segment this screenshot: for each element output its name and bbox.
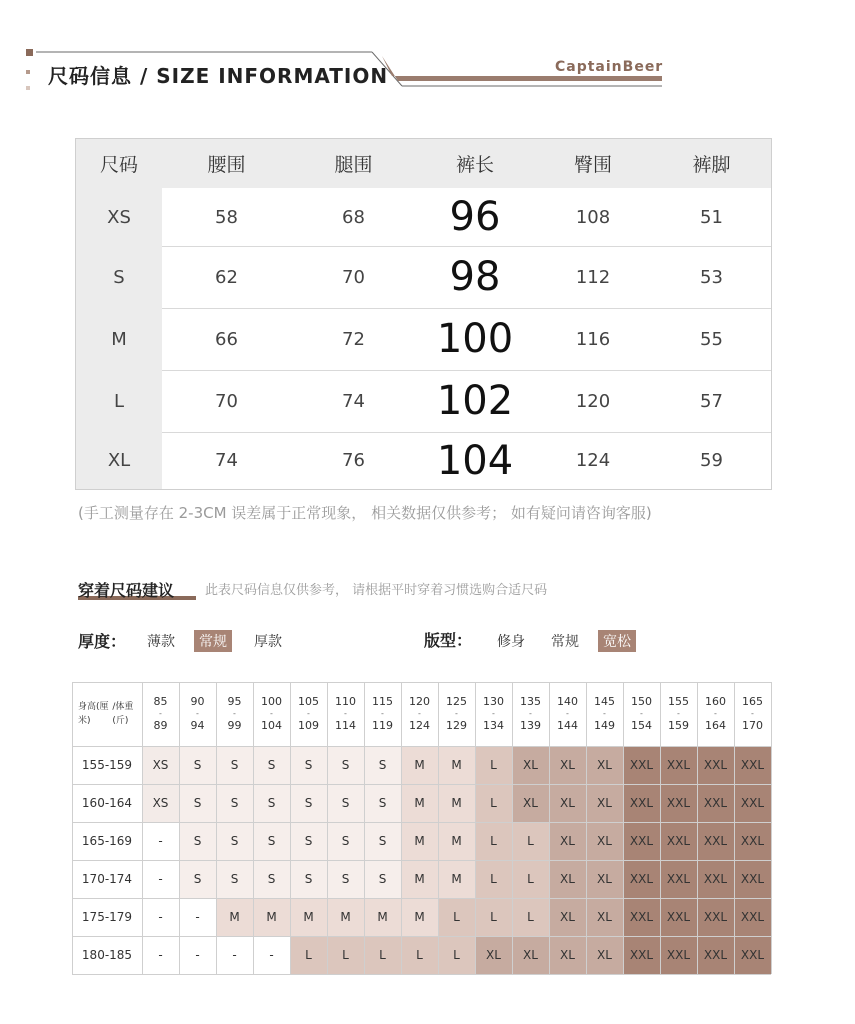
weight-range-min: 90 — [190, 695, 205, 709]
recommended-size-cell: XXL — [734, 936, 771, 974]
weight-range-separator: - — [344, 709, 347, 718]
recommended-size-cell: M — [438, 860, 475, 898]
recommended-size-cell: XXL — [734, 784, 771, 822]
recommended-size-cell: L — [290, 936, 327, 974]
weight-range-separator: - — [418, 709, 421, 718]
recommended-size-cell: XXL — [660, 784, 697, 822]
length-value: 98 — [449, 254, 501, 300]
recommended-size-cell: S — [216, 822, 253, 860]
recommended-size-cell: L — [512, 822, 549, 860]
recommended-size-cell: S — [327, 822, 364, 860]
grid-line-vertical — [401, 682, 402, 974]
weight-range-separator: - — [529, 709, 532, 718]
recommended-size-cell: XXL — [660, 822, 697, 860]
recommended-size-cell: S — [216, 784, 253, 822]
length-value: 100 — [436, 316, 514, 362]
grid-line-vertical — [290, 682, 291, 974]
grid-line-vertical — [438, 682, 439, 974]
corner-weight-label: /体重(斤) — [112, 701, 134, 726]
length-value: 96 — [449, 194, 501, 240]
recommended-size-cell: - — [253, 936, 290, 974]
grid-line-vertical — [660, 682, 661, 974]
weight-range-min: 100 — [261, 695, 282, 709]
row-divider — [162, 246, 771, 247]
recommended-size-cell: M — [401, 822, 438, 860]
recommended-size-cell: XL — [549, 784, 586, 822]
size-label: M — [111, 328, 127, 350]
recommended-size-cell: S — [364, 784, 401, 822]
weight-range-separator: - — [307, 709, 310, 718]
recommended-size-cell: M — [401, 860, 438, 898]
grid-line-horizontal — [72, 746, 771, 747]
recommended-size-cell: S — [364, 860, 401, 898]
recommended-size-cell: S — [253, 860, 290, 898]
recommended-size-cell: S — [364, 746, 401, 784]
grid-line-horizontal — [72, 898, 771, 899]
recommended-size-cell: L — [364, 936, 401, 974]
recommended-size-cell: M — [327, 898, 364, 936]
recommended-size-cell: - — [179, 898, 216, 936]
recommended-size-cell: S — [290, 746, 327, 784]
grid-line-vertical — [142, 682, 143, 974]
recommended-size-cell: XXL — [734, 898, 771, 936]
size-value: 74 — [342, 390, 365, 412]
header-length: 裤长 — [455, 154, 494, 176]
weight-range-min: 95 — [227, 695, 242, 709]
recommended-size-cell: M — [401, 784, 438, 822]
weight-range-separator: - — [714, 709, 717, 718]
height-range-label: 175-179 — [81, 909, 133, 924]
weight-range-max: 89 — [153, 719, 168, 732]
weight-range-header — [327, 682, 364, 746]
height-weight-corner — [72, 682, 142, 746]
size-value: 74 — [215, 450, 238, 471]
recommended-size-cell: L — [475, 860, 512, 898]
size-value: 70 — [215, 390, 238, 412]
weight-range-min: 110 — [335, 695, 356, 709]
grid-line-vertical — [179, 682, 180, 974]
recommended-size-cell: S — [179, 860, 216, 898]
weight-range-max: 94 — [190, 719, 205, 732]
fit-option-loose: 宽松 — [598, 630, 636, 652]
recommended-size-cell: XXL — [697, 898, 734, 936]
size-value: 108 — [575, 206, 611, 228]
recommended-size-cell: XXL — [697, 822, 734, 860]
weight-range-header — [179, 682, 216, 746]
grid-line-vertical — [771, 682, 772, 974]
recommended-size-cell: M — [290, 898, 327, 936]
weight-range-min: 155 — [668, 695, 689, 709]
thickness-option-thick: 厚款 — [254, 634, 282, 650]
weight-range-min: 135 — [520, 695, 541, 709]
weight-range-max: 139 — [520, 719, 541, 732]
weight-range-separator: - — [455, 709, 458, 718]
grid-line-horizontal — [72, 682, 771, 683]
weight-range-max: 109 — [298, 719, 319, 732]
recommended-size-cell: L — [512, 860, 549, 898]
weight-range-max: 134 — [483, 719, 504, 732]
weight-range-min: 125 — [446, 695, 467, 709]
weight-range-header — [216, 682, 253, 746]
size-value: 120 — [575, 390, 611, 412]
size-value: 68 — [342, 206, 365, 228]
recommended-size-cell: S — [179, 746, 216, 784]
recommended-size-cell: XL — [512, 936, 549, 974]
recommended-size-cell: S — [327, 784, 364, 822]
recommended-size-cell: XXL — [697, 860, 734, 898]
recommended-size-cell: XXL — [623, 822, 660, 860]
weight-range-header — [549, 682, 586, 746]
recommended-size-cell: - — [142, 822, 179, 860]
size-recommendation-table — [72, 682, 774, 974]
recommended-size-cell: XL — [475, 936, 512, 974]
recommended-size-cell: XL — [586, 898, 623, 936]
recommended-size-cell: XXL — [623, 746, 660, 784]
weight-range-max: 159 — [668, 719, 689, 732]
weight-range-max: 164 — [705, 719, 726, 732]
grid-line-horizontal — [72, 974, 771, 975]
weight-range-header — [586, 682, 623, 746]
size-table — [75, 138, 772, 490]
header-size: 尺码 — [99, 154, 138, 176]
grid-line-vertical — [623, 682, 624, 974]
recommended-size-cell: XXL — [734, 746, 771, 784]
grid-line-vertical — [364, 682, 365, 974]
weight-range-header — [697, 682, 734, 746]
recommended-size-cell: XL — [586, 784, 623, 822]
grid-line-horizontal — [72, 822, 771, 823]
recommended-size-cell: XL — [586, 936, 623, 974]
weight-range-max: 114 — [335, 719, 356, 732]
weight-range-max: 119 — [372, 719, 393, 732]
recommended-size-cell: S — [253, 822, 290, 860]
recommended-size-cell: S — [216, 860, 253, 898]
recommended-size-cell: L — [475, 746, 512, 784]
weight-range-separator: - — [603, 709, 606, 718]
header-waist: 腰围 — [207, 154, 246, 176]
size-value: 55 — [700, 328, 723, 350]
weight-range-max: 170 — [742, 719, 763, 732]
weight-range-min: 120 — [409, 695, 430, 709]
recommended-size-cell: XXL — [697, 784, 734, 822]
grid-line-vertical — [216, 682, 217, 974]
weight-range-min: 165 — [742, 695, 763, 709]
recommended-size-cell: S — [216, 746, 253, 784]
weight-range-header — [512, 682, 549, 746]
weight-range-separator: - — [677, 709, 680, 718]
recommended-size-cell: XL — [549, 860, 586, 898]
measurement-note: (手工测量存在 2-3CM 误差属于正常现象， 相关数据仅供参考； 如有疑问请咨询客服) — [78, 504, 652, 522]
weight-range-max: 154 — [631, 719, 652, 732]
size-value: 124 — [575, 450, 611, 471]
recommended-size-cell: L — [475, 822, 512, 860]
size-value: 59 — [700, 450, 723, 471]
recommended-size-cell: XL — [549, 898, 586, 936]
weight-range-header — [364, 682, 401, 746]
weight-range-separator: - — [159, 709, 162, 718]
weight-range-max: 124 — [409, 719, 430, 732]
recommended-size-cell: S — [364, 822, 401, 860]
weight-range-separator: - — [381, 709, 384, 718]
size-value: 51 — [700, 206, 723, 228]
grid-line-horizontal — [72, 784, 771, 785]
weight-range-separator: - — [492, 709, 495, 718]
size-value: 62 — [215, 266, 238, 288]
recommended-size-cell: - — [142, 936, 179, 974]
recommended-size-cell: L — [475, 784, 512, 822]
weight-range-header — [142, 682, 179, 746]
recommended-size-cell: - — [216, 936, 253, 974]
brand-name: CaptainBeer — [555, 59, 664, 75]
recommended-size-cell: XL — [512, 746, 549, 784]
recommended-size-cell: M — [438, 822, 475, 860]
recommended-size-cell: XXL — [734, 860, 771, 898]
size-value: 70 — [342, 266, 365, 288]
weight-range-header — [734, 682, 771, 746]
row-divider — [162, 370, 771, 371]
recommended-size-cell: L — [438, 898, 475, 936]
weight-range-max: 144 — [557, 719, 578, 732]
row-divider — [162, 308, 771, 309]
recommended-size-cell: XL — [549, 936, 586, 974]
height-range-label: 170-174 — [81, 871, 133, 886]
recommended-size-cell: L — [512, 898, 549, 936]
weight-range-separator: - — [640, 709, 643, 718]
recommended-size-cell: XXL — [697, 936, 734, 974]
recommended-size-cell: XL — [549, 746, 586, 784]
fit-label: 版型： — [424, 631, 473, 650]
recommended-size-cell: XXL — [660, 746, 697, 784]
length-value: 102 — [436, 378, 514, 424]
weight-range-min: 85 — [153, 695, 168, 709]
grid-line-horizontal — [72, 860, 771, 861]
header-hem: 裤脚 — [692, 154, 731, 176]
page-header — [0, 0, 855, 100]
recommended-size-cell: XL — [549, 822, 586, 860]
grid-line-vertical — [327, 682, 328, 974]
recommended-size-cell: L — [475, 898, 512, 936]
height-range-label: 180-185 — [81, 947, 133, 962]
recommended-size-cell: XL — [512, 784, 549, 822]
weight-range-header — [438, 682, 475, 746]
recommended-size-cell: S — [327, 746, 364, 784]
recommended-size-cell: XXL — [623, 860, 660, 898]
thickness-option-thin: 薄款 — [147, 634, 175, 650]
recommended-size-cell: XXL — [734, 822, 771, 860]
size-value: 66 — [215, 328, 238, 350]
recommended-size-cell: XXL — [623, 784, 660, 822]
recommended-size-cell: S — [179, 822, 216, 860]
weight-range-min: 150 — [631, 695, 652, 709]
recommended-size-cell: XS — [142, 746, 179, 784]
recommended-size-cell: - — [142, 898, 179, 936]
size-label: XS — [107, 206, 131, 228]
recommended-size-cell: XXL — [697, 746, 734, 784]
fit-option-regular: 常规 — [551, 634, 579, 650]
grid-line-vertical — [586, 682, 587, 974]
recommended-size-cell: XXL — [660, 898, 697, 936]
fit-option-slim: 修身 — [497, 634, 525, 650]
size-label: XL — [107, 450, 131, 471]
recommended-size-cell: M — [253, 898, 290, 936]
recommended-size-cell: M — [364, 898, 401, 936]
recommended-size-cell: XS — [142, 784, 179, 822]
weight-range-separator: - — [751, 709, 754, 718]
grid-line-horizontal — [72, 936, 771, 937]
length-value: 104 — [436, 437, 514, 484]
recommended-size-cell: XXL — [623, 936, 660, 974]
weight-range-header — [475, 682, 512, 746]
weight-range-min: 140 — [557, 695, 578, 709]
weight-range-min: 160 — [705, 695, 726, 709]
recommended-size-cell: M — [401, 898, 438, 936]
size-value: 72 — [342, 328, 365, 350]
grid-line-vertical — [475, 682, 476, 974]
recommended-size-cell: L — [438, 936, 475, 974]
weight-range-max: 129 — [446, 719, 467, 732]
weight-range-max: 104 — [261, 719, 282, 732]
grid-line-vertical — [72, 682, 73, 974]
weight-range-separator: - — [196, 709, 199, 718]
recommended-size-cell: XL — [586, 822, 623, 860]
recommended-size-cell: XL — [586, 746, 623, 784]
weight-range-min: 105 — [298, 695, 319, 709]
recommended-size-cell: M — [216, 898, 253, 936]
recommended-size-cell: S — [253, 746, 290, 784]
weight-range-separator: - — [566, 709, 569, 718]
recommended-size-cell: M — [438, 746, 475, 784]
weight-range-max: 99 — [227, 719, 242, 732]
height-range-label: 155-159 — [81, 757, 133, 772]
thickness-option-regular: 常规 — [194, 630, 232, 652]
grid-line-vertical — [253, 682, 254, 974]
size-value: 116 — [575, 328, 611, 350]
size-value: 53 — [700, 266, 723, 288]
recommended-size-cell: S — [179, 784, 216, 822]
size-label: S — [113, 266, 125, 288]
weight-range-header — [623, 682, 660, 746]
weight-range-separator: - — [233, 709, 236, 718]
recommended-size-cell: XL — [586, 860, 623, 898]
recommended-size-cell: - — [142, 860, 179, 898]
section-title: 穿着尺码建议 — [78, 581, 175, 600]
grid-line-vertical — [512, 682, 513, 974]
weight-range-separator: - — [270, 709, 273, 718]
recommended-size-cell: S — [290, 860, 327, 898]
size-value: 76 — [342, 450, 365, 471]
grid-line-vertical — [549, 682, 550, 974]
size-value: 112 — [575, 266, 611, 288]
weight-range-min: 145 — [594, 695, 615, 709]
page-title: 尺码信息 / SIZE INFORMATION — [48, 64, 389, 88]
weight-range-max: 149 — [594, 719, 615, 732]
recommended-size-cell: L — [401, 936, 438, 974]
row-divider — [162, 432, 771, 433]
height-range-label: 160-164 — [81, 795, 133, 810]
grid-line-vertical — [697, 682, 698, 974]
recommended-size-cell: XXL — [623, 898, 660, 936]
height-range-label: 165-169 — [81, 833, 133, 848]
weight-range-min: 130 — [483, 695, 504, 709]
recommended-size-cell: XXL — [660, 860, 697, 898]
weight-range-header — [401, 682, 438, 746]
header-leg: 腿围 — [334, 154, 373, 176]
section-description: 此表尺码信息仅供参考， 请根据平时穿着习惯选购合适尺码 — [205, 583, 548, 598]
weight-range-min: 115 — [372, 695, 393, 709]
weight-range-header — [253, 682, 290, 746]
recommended-size-cell: S — [290, 822, 327, 860]
grid-line-vertical — [734, 682, 735, 974]
recommended-size-cell: XXL — [660, 936, 697, 974]
corner-height-label: 身高(厘米) — [78, 701, 109, 726]
thickness-label: 厚度： — [78, 632, 127, 651]
size-label: L — [113, 390, 125, 412]
recommended-size-cell: M — [401, 746, 438, 784]
recommended-size-cell: S — [327, 860, 364, 898]
size-value: 58 — [215, 206, 238, 228]
recommended-size-cell: M — [438, 784, 475, 822]
header-hip: 臀围 — [573, 154, 612, 176]
size-value: 57 — [700, 390, 723, 412]
recommended-size-cell: L — [327, 936, 364, 974]
weight-range-header — [290, 682, 327, 746]
weight-range-header — [660, 682, 697, 746]
recommended-size-cell: S — [253, 784, 290, 822]
recommended-size-cell: S — [290, 784, 327, 822]
recommended-size-cell: - — [179, 936, 216, 974]
